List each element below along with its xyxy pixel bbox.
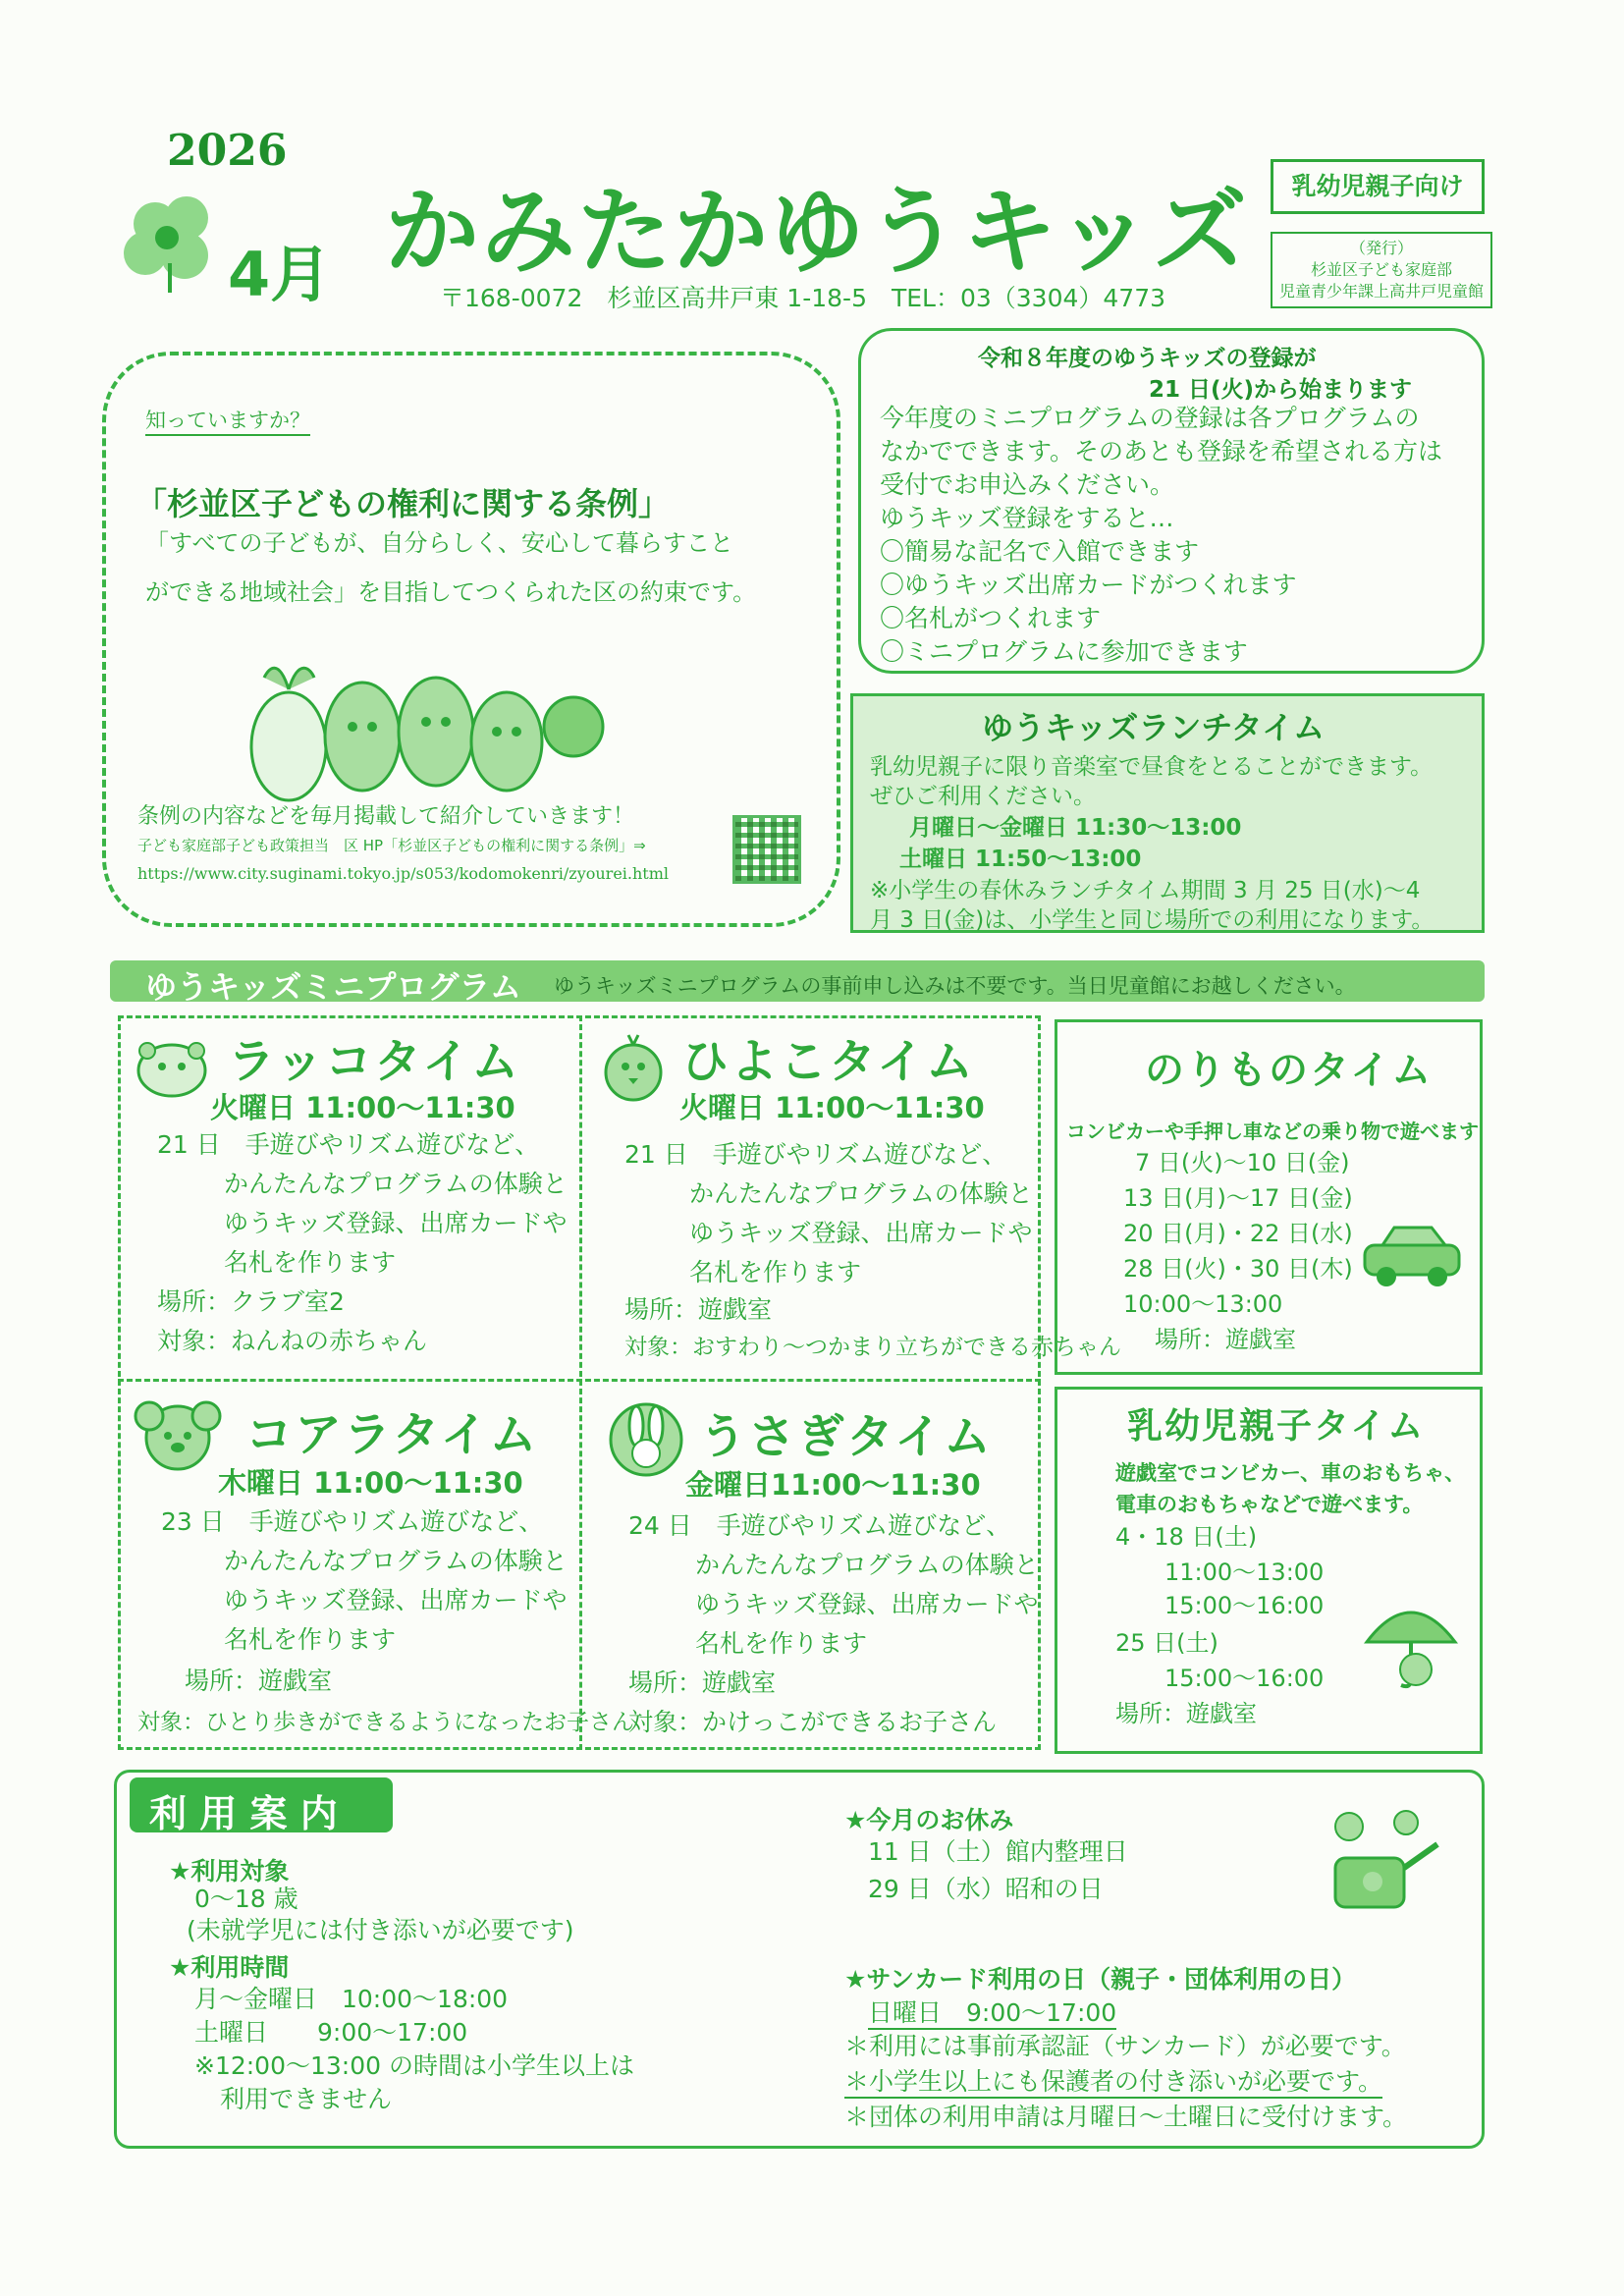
- hours-label: ★利用時間: [169, 1953, 290, 1982]
- rakko-line-2: かんたんなプログラムの体験と: [224, 1170, 568, 1198]
- usagi-line-1: 24 日 手遊びやリズム遊びなど、: [628, 1511, 1011, 1540]
- hours-weekday: 月～金曜日 10:00～18:00: [194, 1985, 509, 2013]
- publisher-line2: 児童青少年課上高井戸児童館: [1278, 282, 1484, 301]
- chick-icon: [599, 1027, 668, 1106]
- ordinance-note: 条例の内容などを毎月掲載して紹介していきます！: [137, 804, 635, 829]
- year: 2026: [167, 126, 288, 176]
- oyako-date-1-time-1: 11:00～13:00: [1164, 1558, 1325, 1586]
- registration-line-3: 受付でお申込みください。: [880, 470, 1175, 499]
- usagi-time: 金曜日11:00～11:30: [685, 1468, 981, 1502]
- ordinance-body-1: 「すべての子どもが、自分らしく、安心して暮らすこと: [145, 529, 734, 557]
- lunch-time-1: 月曜日～金曜日 11:30～13:00: [909, 815, 1242, 841]
- rabbit-icon: [607, 1391, 685, 1479]
- oyako-title: 乳幼児親子タイム: [1127, 1406, 1426, 1447]
- hiyoko-title: ひよこタイム: [681, 1034, 976, 1089]
- hours-note-2: 利用できません: [220, 2085, 393, 2113]
- grid-divider-h: [118, 1379, 1041, 1382]
- sun-label: ★サンカード利用の日（親子・団体利用の日）: [844, 1965, 1357, 1994]
- koala-line-3: ゆうキッズ登録、出席カードや: [224, 1586, 568, 1614]
- ordinance-title: 「杉並区子どもの権利に関する条例」: [135, 485, 671, 522]
- oyako-date-2: 25 日(土): [1115, 1629, 1218, 1657]
- rakko-place: 場所：クラブ室2: [157, 1287, 345, 1316]
- target-note: (未就学児には付き添いが必要です): [187, 1916, 574, 1944]
- norimono-title: のりものタイム: [1145, 1048, 1434, 1093]
- address: 〒168-0072 杉並区高井戸東 1-18-5 TEL：03（3304）4773: [440, 284, 1166, 312]
- hours-note-1: ※12:00～13:00 の時間は小学生以上は: [194, 2051, 634, 2080]
- oyako-subtitle-1: 遊戯室でコンビカー、車のおもちゃ、: [1115, 1461, 1466, 1485]
- banner-title: ゆうキッズミニプログラム: [145, 968, 522, 1006]
- norimono-time: 10:00～13:00: [1123, 1290, 1283, 1318]
- registration-title-1: 令和８年度のゆうキッズの登録が: [978, 346, 1317, 371]
- registration-line-6: 〇ゆうキッズ出席カードがつくれます: [880, 571, 1297, 599]
- norimono-date-2: 13 日(月)～17 日(金): [1123, 1184, 1353, 1212]
- koala-time: 木曜日 11:00～11:30: [218, 1466, 523, 1500]
- koala-line-2: かんたんなプログラムの体験と: [224, 1547, 568, 1575]
- koala-target: 対象：ひとり歩きができるようになったお子さん: [137, 1710, 634, 1735]
- hiyoko-time: 火曜日 11:00～11:30: [679, 1091, 985, 1124]
- lunch-note-2: 月 3 日(金)は、小学生と同じ場所での利用になります。: [870, 907, 1435, 933]
- lunch-line-2: ぜひご利用ください。: [870, 784, 1096, 809]
- holiday-1: 11 日（土）館内整理日: [868, 1837, 1128, 1866]
- usagi-line-2: かんたんなプログラムの体験と: [695, 1551, 1039, 1579]
- registration-line-7: 〇名札がつくれます: [880, 604, 1102, 632]
- oyako-date-2-time-1: 15:00～16:00: [1164, 1665, 1325, 1692]
- oyako-subtitle-2: 電車のおもちゃなどで遊べます。: [1115, 1493, 1424, 1516]
- car-icon: [1359, 1220, 1467, 1290]
- rakko-line-3: ゆうキッズ登録、出席カードや: [224, 1209, 568, 1237]
- target-value: 0～18 歳: [194, 1885, 298, 1913]
- target-label: ★利用対象: [169, 1857, 290, 1886]
- rakko-time: 火曜日 11:00～11:30: [210, 1091, 515, 1124]
- norimono-subtitle: コンビカーや手押し車などの乗り物で遊べます: [1066, 1120, 1479, 1143]
- koala-place: 場所：遊戯室: [185, 1667, 333, 1695]
- sun-note-1: ＊利用には事前承認証（サンカード）が必要です。: [844, 2032, 1406, 2060]
- registration-line-4: ゆうキッズ登録をすると…: [880, 504, 1174, 532]
- hiyoko-line-2: かんたんなプログラムの体験と: [689, 1179, 1033, 1208]
- registration-title-2: 21 日(火)から始まります: [1149, 377, 1413, 403]
- grid-divider-v: [579, 1015, 582, 1750]
- koala-title: コアラタイム: [245, 1407, 539, 1462]
- hiyoko-line-4: 名札を作ります: [689, 1258, 862, 1286]
- month: 4月: [228, 239, 332, 310]
- ordinance-url[interactable]: https://www.city.suginami.tokyo.jp/s053/kodomokenri/zyourei.html: [137, 864, 670, 883]
- norimono-date-4: 28 日(火)・30 日(木): [1123, 1255, 1353, 1283]
- norimono-place: 場所：遊戯室: [1155, 1326, 1296, 1353]
- header: [0, 0, 1624, 334]
- norimono-date-3: 20 日(月)・22 日(水): [1123, 1220, 1353, 1247]
- rakko-target: 対象：ねんねの赤ちゃん: [157, 1327, 428, 1355]
- holiday-label: ★今月のお休み: [844, 1806, 1014, 1834]
- qr-code-icon[interactable]: [732, 815, 801, 884]
- usagi-place: 場所：遊戯室: [628, 1668, 777, 1697]
- publisher-line1: 杉並区子ども家庭部: [1310, 260, 1452, 279]
- lunch-title: ゆうキッズランチタイム: [982, 709, 1326, 746]
- banner-note: ゆうキッズミニプログラムの事前申し込みは不要です。当日児童館にお越しください。: [554, 974, 1356, 998]
- publisher-label: （発行）: [1349, 239, 1413, 257]
- registration-line-8: 〇ミニプログラムに参加できます: [880, 637, 1248, 666]
- holiday-2: 29 日（水）昭和の日: [868, 1875, 1104, 1903]
- norimono-date-1: 7 日(火)～10 日(金): [1135, 1149, 1350, 1176]
- ordinance-small: 子ども家庭部子ども政策担当 区 HP「杉並区子どもの権利に関する条例」⇒: [137, 837, 646, 854]
- registration-line-5: 〇簡易な記名で入館できます: [880, 537, 1200, 566]
- publisher-box: [1271, 232, 1492, 308]
- otter-icon: [128, 1023, 216, 1102]
- sun-note-3: ＊団体の利用申請は月曜日～土曜日に受付けます。: [844, 2103, 1408, 2131]
- usagi-line-4: 名札を作ります: [695, 1629, 868, 1658]
- lunch-time-2: 土曜日 11:50～13:00: [899, 847, 1142, 872]
- ordinance-body-2: ができる地域社会」を目指してつくられた区の約束です。: [145, 578, 757, 606]
- hiyoko-target: 対象：おすわり～つかまり立ちができる赤ちゃん: [624, 1335, 1121, 1360]
- oyako-date-1: 4・18 日(土): [1115, 1523, 1258, 1551]
- usagi-title: うさぎタイム: [699, 1409, 994, 1464]
- hiyoko-place: 場所：遊戯室: [624, 1295, 773, 1324]
- registration-line-1: 今年度のミニプログラムの登録は各プログラムの: [880, 404, 1420, 432]
- hours-saturday: 土曜日 9:00～17:00: [194, 2018, 468, 2047]
- hiyoko-line-3: ゆうキッズ登録、出席カードや: [689, 1219, 1033, 1247]
- flower-icon: [116, 185, 234, 302]
- oyako-date-1-time-2: 15:00～16:00: [1164, 1592, 1325, 1619]
- sun-time: 日曜日 9:00～17:00: [868, 1997, 1116, 2030]
- hiyoko-line-1: 21 日 手遊びやリズム遊びなど、: [624, 1140, 1007, 1169]
- lunch-note-1: ※小学生の春休みランチタイム期間 3 月 25 日(水)～4: [870, 878, 1421, 903]
- usagi-line-3: ゆうキッズ登録、出席カードや: [695, 1590, 1039, 1618]
- rakko-line-4: 名札を作ります: [224, 1248, 397, 1277]
- rakko-title: ラッコタイム: [228, 1034, 521, 1089]
- koala-line-4: 名札を作ります: [224, 1625, 397, 1654]
- page-title: かみたかゆうキッズ: [385, 177, 1250, 287]
- ordinance-kicker: 知っていますか？: [145, 405, 310, 436]
- usagi-target: 対象：かけっこができるお子さん: [628, 1708, 998, 1736]
- umbrella-icon: [1357, 1587, 1465, 1695]
- watering-can-icon: [1310, 1803, 1447, 1931]
- koala-line-1: 23 日 手遊びやリズム遊びなど、: [161, 1507, 544, 1536]
- lunch-line-1: 乳幼児親子に限り音楽室で昼食をとることができます。: [870, 754, 1434, 780]
- rakko-line-1: 21 日 手遊びやリズム遊びなど、: [157, 1130, 540, 1159]
- koala-icon: [134, 1393, 222, 1475]
- registration-line-2: なかでできます。そのあとも登録を希望される方は: [880, 437, 1443, 465]
- sun-note-2: ＊小学生以上にも保護者の付き添いが必要です。: [844, 2066, 1382, 2099]
- audience-label: 乳幼児親子向け: [1291, 172, 1464, 200]
- oyako-place: 場所：遊戯室: [1115, 1700, 1257, 1727]
- usage-heading: 利 用 案 内: [149, 1792, 338, 1835]
- audience-badge: [1271, 159, 1485, 214]
